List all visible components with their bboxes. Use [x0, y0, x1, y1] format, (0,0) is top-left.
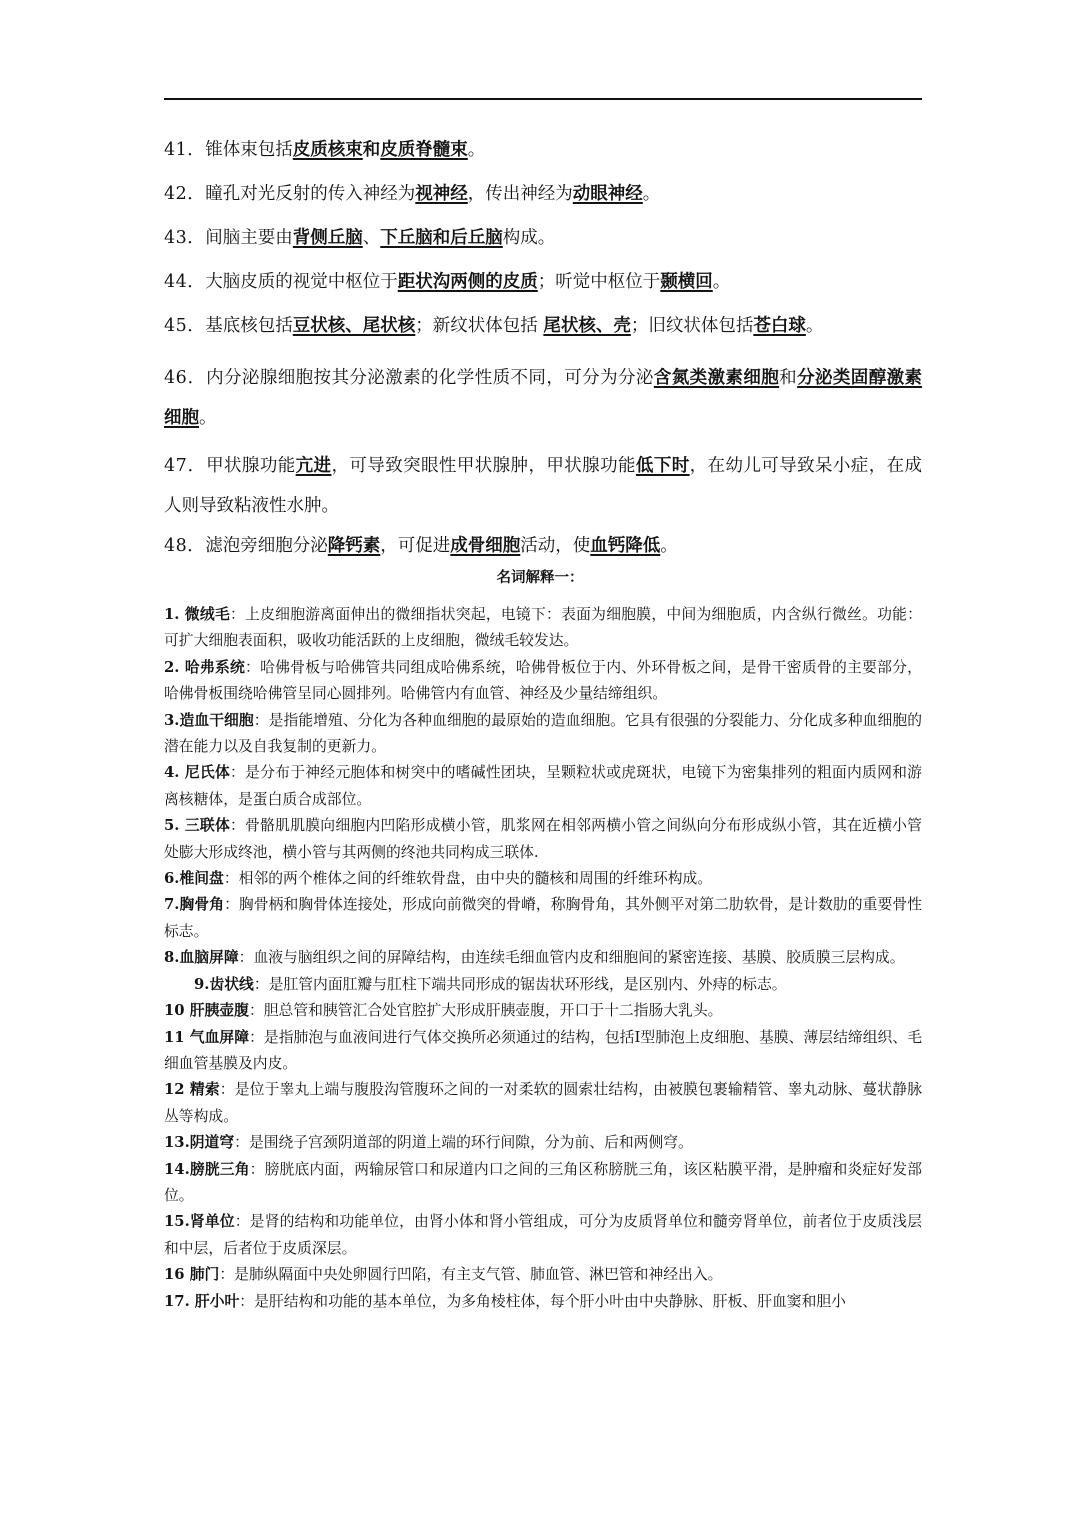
answer: 动眼神经: [572, 184, 643, 204]
fill-in-answers: [164, 138, 922, 578]
definition-item: 4. 尼氏体：是分布于神经元胞体和树突中的嗜碱性团块，呈颗粒状或虎斑状，电镜下为密集排列的粗面内质网和游离核糖体，是蛋白质合成部位。: [164, 764, 922, 808]
definition-item: 8.血脑屏障：血液与脑组织之间的屏障结构，由连续毛细血管内皮和细胞间的紧密连接、基膜、胶质膜三层构成。: [164, 949, 905, 967]
definition-item: 2. 哈弗系统：哈佛骨板与哈佛管共同组成哈佛系统，哈佛骨板位于内、外环骨板之间，是骨干密质骨的主要部分，哈佛骨板围绕哈佛管呈同心圆排列。哈佛管内有血管、神经及少量结缔组织。: [164, 658, 922, 703]
answer: 成骨细胞: [450, 536, 521, 556]
answer: 距状沟两侧的皮质: [397, 272, 538, 292]
definition-item: 17. 肝小叶：是肝结构和功能的基本单位，为多角棱柱体，每个肝小叶由中央静脉、肝板、肝血窦和胆小: [164, 1292, 846, 1310]
answer: 颞横回: [660, 272, 713, 292]
definition-item: 3.造血干细胞：是指能增殖、分化为各种血细胞的最原始的造血细胞。它具有很强的分裂能力、分化成多种血细胞的潜在能力以及自我复制的更新力。: [164, 711, 922, 756]
definition-item: 6.椎间盘：相邻的两个椎体之间的纤维软骨盘，由中央的髓核和周围的纤维环构成。: [164, 870, 713, 888]
header-rule: [164, 98, 922, 100]
answer: 降钙素: [327, 536, 381, 556]
definition-item: 10 肝胰壶腹：胆总管和胰管汇合处官腔扩大形成肝胰壶腹，开口于十二指肠大乳头。: [164, 1002, 723, 1020]
definition-item: 13.阴道穹：是围绕子宫颈阴道部的阴道上端的环行间隙，分为前、后和两侧穹。: [164, 1134, 693, 1152]
definition-item: 12 精索：是位于睾丸上端与腹股沟管腹环之间的一对柔软的圆索壮结构，由被膜包裹输精管、睾丸动脉、蔓状静脉丛等构成。: [164, 1081, 922, 1125]
answer: 下丘脑和后丘脑: [380, 228, 503, 248]
definitions-list: [164, 602, 922, 1315]
fill-item-45: 45．基底核包括豆状核、尾状核；新纹状体包括 尾状核、壳；旧纹状体包括苍白球。: [164, 316, 824, 336]
answer: 豆状核、尾状核: [292, 316, 416, 336]
fill-item-43: 43．间脑主要由背侧丘脑、下丘脑和后丘脑构成。: [164, 228, 556, 248]
definition-item: 9.齿状线：是肛管内面肛瓣与肛柱下端共同形成的锯齿状环形线，是区别内、外痔的标志。: [194, 975, 787, 993]
answer: 皮质核束: [292, 140, 363, 160]
answer: 亢进: [295, 456, 332, 476]
fill-item-46: 46．内分泌腺细胞按其分泌激素的化学性质不同，可分为分泌含氮类激素细胞和分泌类固醇激素细胞。: [164, 368, 923, 428]
fill-item-44: 44．大脑皮质的视觉中枢位于距状沟两侧的皮质；听觉中枢位于颞横回。: [164, 272, 731, 292]
answer: 和: [362, 140, 381, 160]
definition-item: 14.膀胱三角：膀胱底内面，两输尿管口和尿道内口之间的三角区称膀胱三角，该区粘膜平滑，是肿瘤和炎症好发部位。: [164, 1160, 922, 1204]
fill-item-47: 47．甲状腺功能亢进，可导致突眼性甲状腺肿，甲状腺功能低下时，在幼儿可导致呆小症，在成人则导致粘液性水肿。: [164, 456, 923, 516]
definition-item: 7.胸骨角：胸骨柄和胸骨体连接处，形成向前微突的骨嵴，称胸骨角，其外侧平对第二肋软骨，是计数肋的重要骨性标志。: [164, 896, 922, 940]
answer: 含氮类激素细胞: [653, 368, 780, 388]
answer: 皮质脊髓束: [380, 140, 468, 160]
definition-item: 15.肾单位：是肾的结构和功能单位，由肾小体和肾小管组成，可分为皮质肾单位和髓旁肾单位，前者位于皮质浅层和中层，后者位于皮质深层。: [164, 1213, 922, 1257]
section-title: 名词解释一：: [496, 569, 584, 586]
answer: 尾状核、壳: [543, 316, 631, 336]
answer: 分泌类固醇激素细胞: [164, 368, 923, 428]
definition-item: 1. 微绒毛：上皮细胞游离面伸出的微细指状突起，电镜下：表面为细胞膜，中间为细胞质，内含纵行微丝。功能：可扩大细胞表面积，吸收功能活跃的上皮细胞，微绒毛较发达。: [164, 606, 922, 650]
fill-item-41: 41．锥体束包括皮质核束和皮质脊髓束。: [164, 140, 486, 160]
definition-item: 5. 三联体：骨骼肌肌膜向细胞内凹陷形成横小管，肌浆网在相邻两横小管之间纵向分布形成纵小管，其在近横小管处膨大形成终池，横小管与其两侧的终池共同构成三联体.: [164, 817, 922, 861]
answer: 苍白球: [753, 316, 806, 336]
definition-item: 11 气血屏障：是指肺泡与血液间进行气体交换所必须通过的结构，包括Ⅰ型肺泡上皮细胞、基膜、薄层结缔组织、毛细血管基膜及内皮。: [164, 1028, 922, 1072]
fill-item-42: 42．瞳孔对光反射的传入神经为视神经，传出神经为动眼神经。: [164, 184, 661, 204]
answer: 视神经: [415, 184, 468, 204]
fill-item-48: 48．滤泡旁细胞分泌降钙素，可促进成骨细胞活动，使血钙降低。: [164, 536, 678, 556]
definition-item: 16 肺门：是肺纵隔面中央处卵圆行凹陷，有主支气管、肺血管、淋巴管和神经出入。: [164, 1266, 723, 1284]
answer: 低下时: [635, 456, 690, 476]
answer: 血钙降低: [590, 536, 661, 556]
answer: 背侧丘脑: [292, 228, 363, 248]
